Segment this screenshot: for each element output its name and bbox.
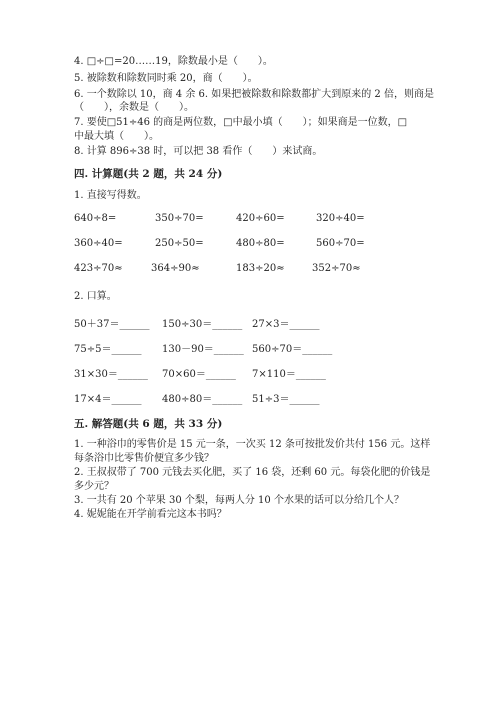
q2-cell: 150÷30＝______	[162, 319, 243, 330]
q1-cell: 320÷40=	[316, 213, 365, 224]
problem-2-line-2: 多少元？	[74, 481, 114, 492]
question-6-line-1: 6. 一个数除以 10，商 4 余 6. 如果把被除数和除数都扩大到原来的 2 倍，则商是	[74, 89, 434, 100]
section-5-title: 五. 解答题(共 6 题，共 33 分)	[74, 418, 223, 430]
q2-cell: 560÷70＝______	[252, 344, 333, 355]
q1-cell: 250÷50=	[155, 238, 204, 249]
q1-cell: 183÷20≈	[236, 263, 285, 274]
question-8: 8. 计算 896÷38 时，可以把 38 看作（ ）来试商。	[74, 146, 323, 157]
q2-cell: 31×30＝______	[74, 369, 148, 380]
problem-1-line-1: 1. 一种浴巾的零售价是 15 元一条，一次买 12 条可按批发价共付 156 元。这样	[74, 439, 431, 450]
q1-cell: 560÷70=	[316, 238, 365, 249]
q2-cell: 480÷80＝______	[162, 394, 243, 405]
q1-cell: 352÷70≈	[312, 263, 361, 274]
q2-cell: 51÷3＝______	[252, 394, 320, 405]
q2-cell: 50＋37＝______	[74, 319, 150, 330]
q1-cell: 350÷70=	[155, 213, 204, 224]
q1-cell: 480÷80=	[236, 238, 285, 249]
question-7-line-2: 中最大填（ ）。	[74, 131, 159, 142]
problem-2-line-1: 2. 王叔叔带了 700 元钱去买化肥，买了 16 袋，还剩 60 元。每袋化肥的价钱是	[74, 467, 431, 478]
problem-3: 3. 一共有 20 个苹果 30 个梨，每两人分 10 个水果的话可以分给几个人？	[74, 495, 404, 506]
q1-cell: 423÷70≈	[74, 263, 123, 274]
section-4-title: 四. 计算题(共 2 题，共 24 分)	[74, 168, 223, 180]
q1-cell: 640÷8=	[74, 213, 117, 224]
question-5: 5. 被除数和除数同时乘 20，商（ ）。	[74, 73, 258, 84]
question-4: 4. □÷□=20……19，除数最小是（ ）。	[74, 56, 273, 67]
q2-cell: 75÷5＝______	[74, 344, 142, 355]
section-4-q2-title: 2. 口算。	[74, 291, 117, 302]
q2-cell: 130－90＝______	[162, 344, 244, 355]
q2-cell: 7×110＝______	[252, 369, 326, 380]
q2-cell: 17×4＝______	[74, 394, 142, 405]
question-6-line-2: （ ），余数是（ ）。	[74, 102, 194, 113]
problem-4: 4. 妮妮能在开学前看完这本书吗？	[74, 509, 227, 520]
q2-cell: 27×3＝______	[252, 319, 320, 330]
q2-cell: 70×60＝______	[162, 369, 236, 380]
q1-cell: 364÷90≈	[151, 263, 200, 274]
problem-1-line-2: 每条浴巾比零售价便宜多少钱？	[74, 453, 214, 464]
q1-cell: 360÷40=	[74, 238, 123, 249]
section-4-q1-title: 1. 直接写得数。	[74, 190, 147, 201]
q1-cell: 420÷60=	[236, 213, 285, 224]
question-7-line-1: 7. 要使□51÷46 的商是两位数，□中最小填（ ）；如果商是一位数，□	[74, 117, 408, 128]
